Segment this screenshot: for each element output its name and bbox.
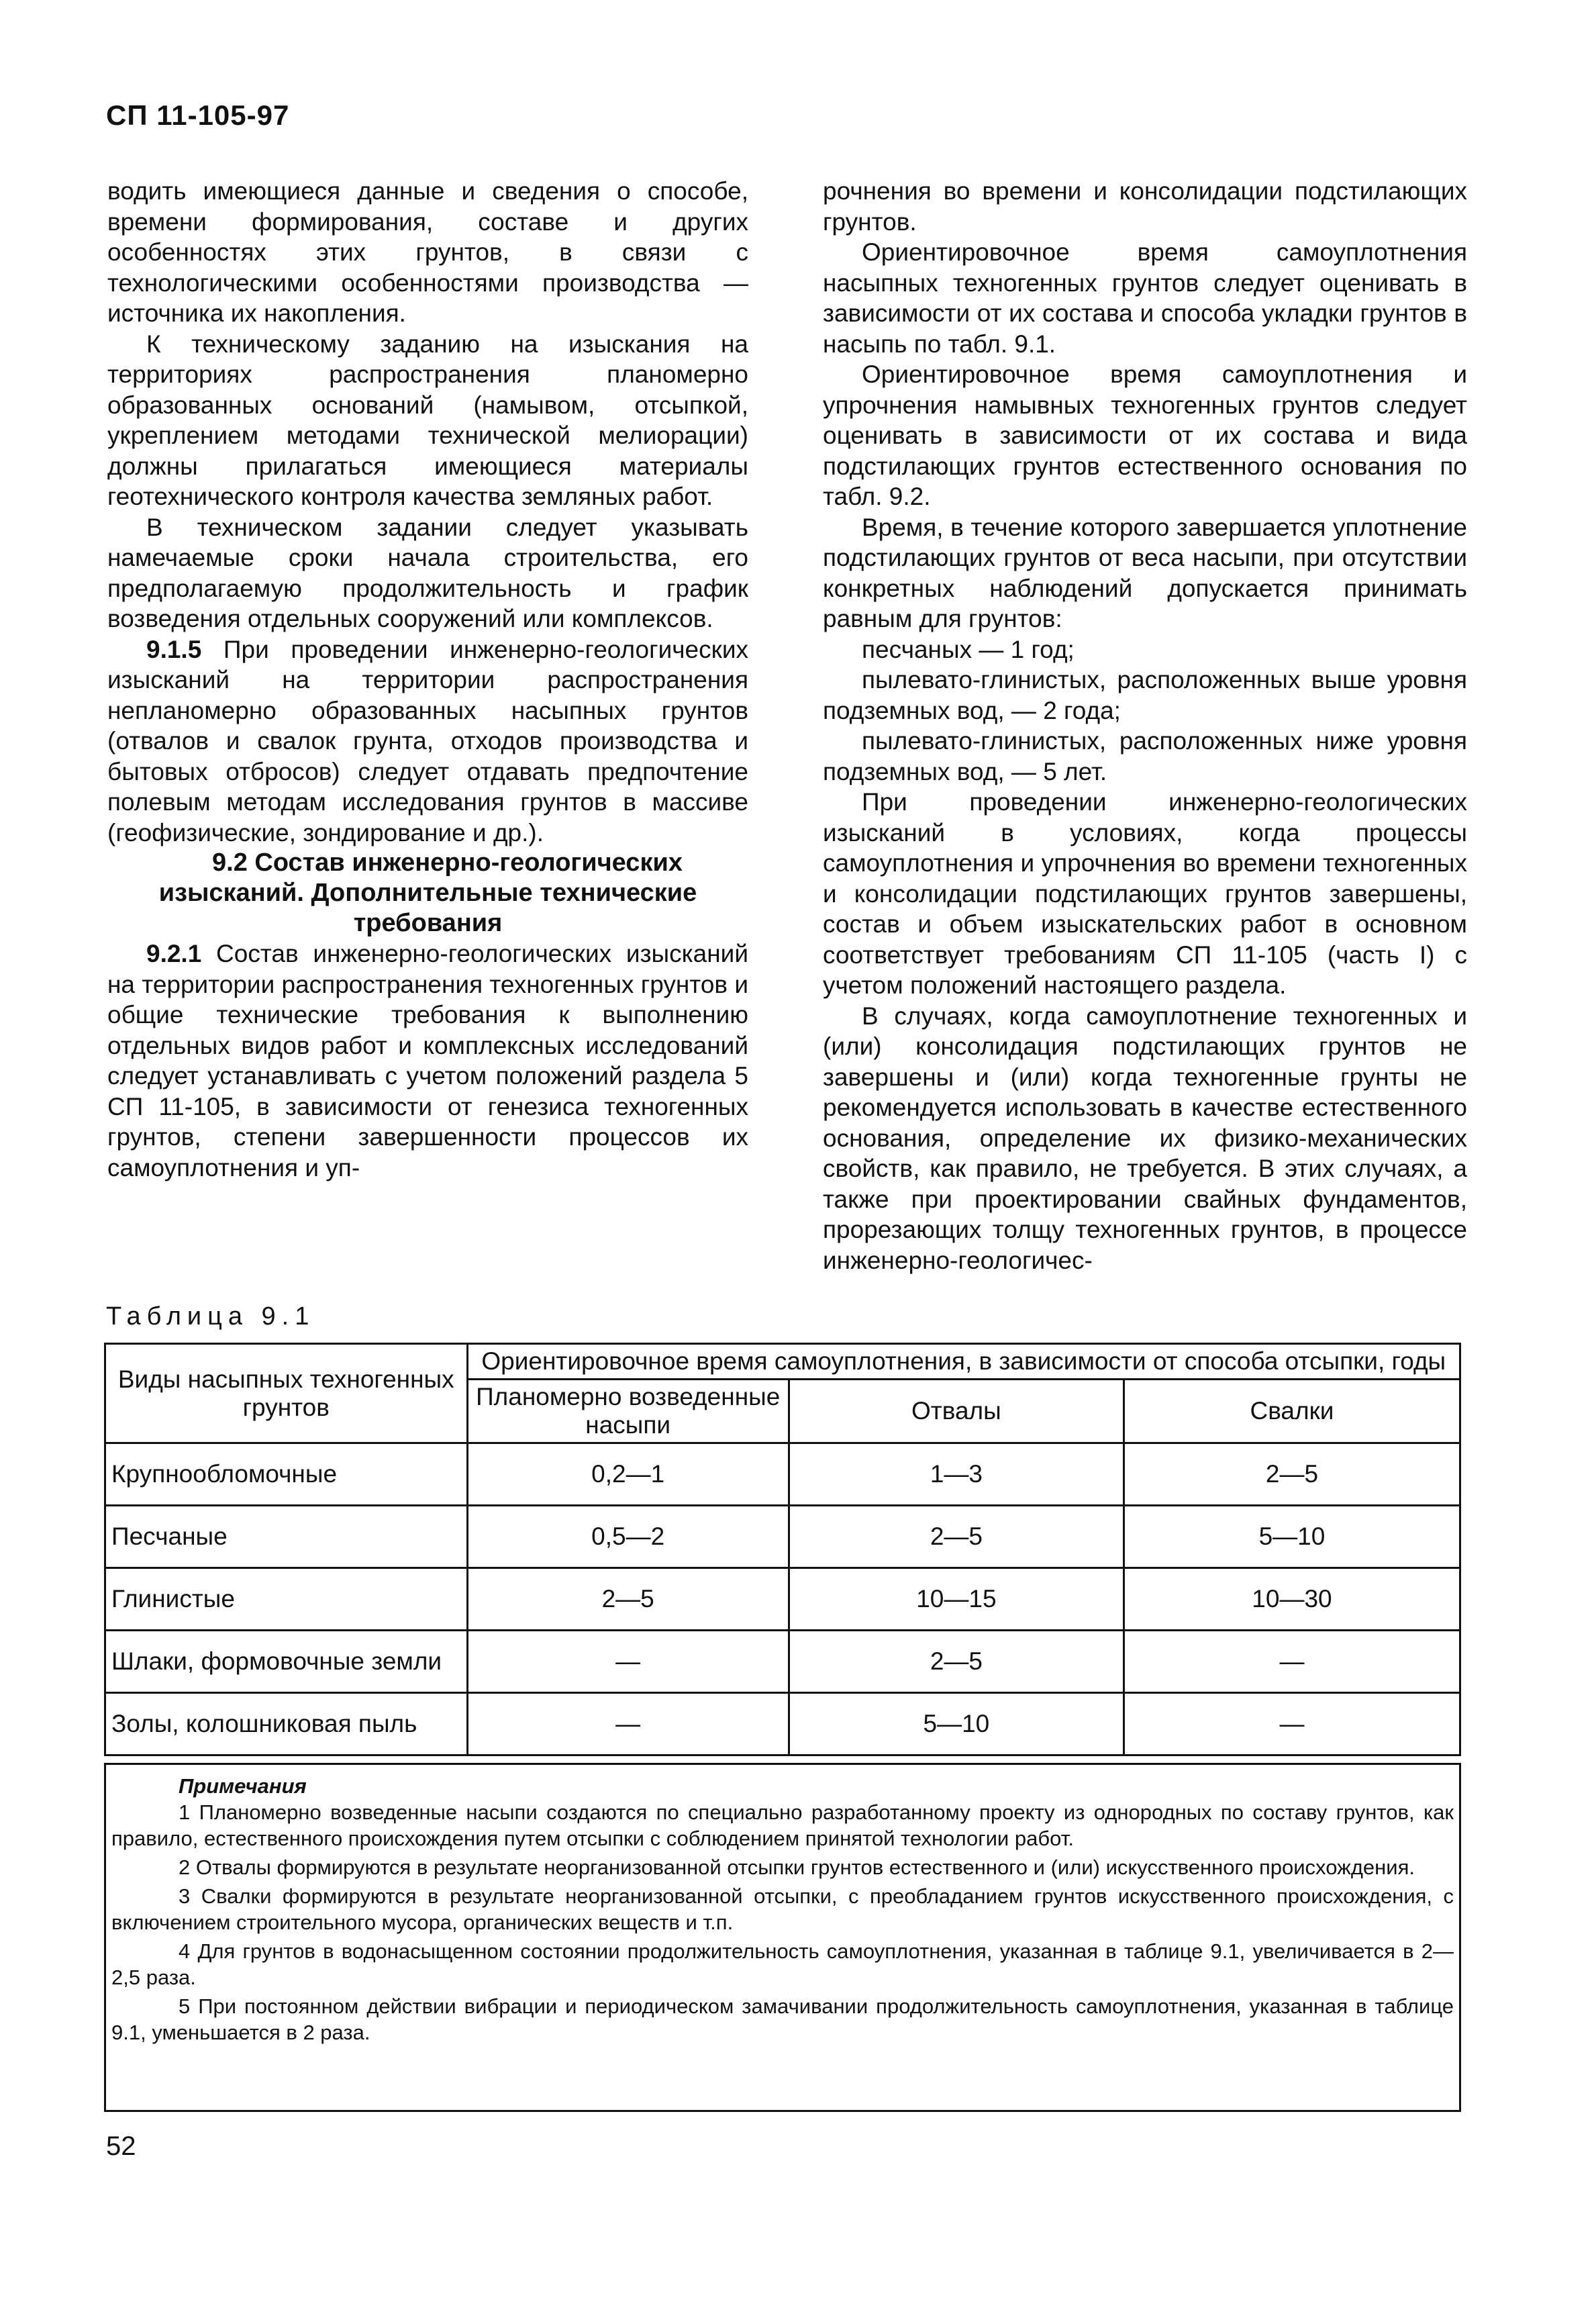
table-row [105,1693,1460,1755]
table-row [105,1568,1460,1631]
table-row [105,1631,1460,1693]
note-item: 3 Свалки формируются в результате неорганизованной отсыпки, с преобладанием грунтов искусственного происхождения, с включением строительного мусора, органических веществ и т.п. [111,1884,1454,1934]
header-soil-type: Виды насыпных техногенных грунтов [105,1344,468,1443]
paragraph: водить имеющиеся данные и сведения о способе, времени формирования, составе и других особенностях этих грунтов, в связи с технологическими особенностями производства — источника их накопления. [107,177,748,327]
landfills-value: 10—30 [1124,1568,1460,1631]
landfills-value: 2—5 [1124,1443,1460,1506]
header-landfills: Свалки [1124,1380,1460,1443]
soil-type-cell: Крупнообломочные [105,1443,468,1506]
left-column [107,176,748,1183]
dumps-value: 10—15 [789,1568,1124,1631]
table-notes [104,1763,1461,2112]
soil-type-cell: Глинистые [105,1568,468,1631]
planned-value: — [467,1693,789,1755]
note-item: 4 Для грунтов в водонасыщенном состоянии продолжительность самоуплотнения, указанная в таблице 9.1, увеличивается в 2—2,5 раза. [111,1939,1454,1989]
paragraph: Ориентировочное время самоуплотнения и упрочнения намывных техногенных грунтов следует оценивать в зависимости от их состава и вида подстилающих грунтов естественного основания по табл. 9.2. [823,360,1467,510]
clause-text: Состав инженерно-геологических изысканий на территории распространения техногенных грунтов и общие технические требования к выполнению отдельных видов работ и комплексных исследований следует устанавливать с учетом положений раздела 5 СП 11-105, в зависимости от генезиса техногенных грунтов, степени завершенности процессов их самоуплотнения и уп- [107,940,749,1182]
paragraph: При проведении инженерно-геологических изысканий в условиях, когда процессы самоуплотнения и упрочнения во времени техногенных и консолидации подстилающих грунтов завершены, состав и объем изыскательских работ в основном соответствует требованиям СП 11-105 (часть I) с учетом положений настоящего раздела. [823,788,1467,999]
clause-number: 9.2.1 [146,940,202,967]
dumps-value: 2—5 [789,1506,1124,1568]
soil-type-cell: Золы, колошниковая пыль [105,1693,468,1755]
header-planned-fills: Планомерно возведенные насыпи [467,1380,789,1443]
landfills-value: 5—10 [1124,1506,1460,1568]
planned-value: 0,5—2 [467,1506,789,1568]
paragraph: Ориентировочное время самоуплотнения насыпных техногенных грунтов следует оценивать в зависимости от их состава и способа укладки грунтов в насыпь по табл. 9.1. [823,238,1467,358]
table-row [105,1443,1460,1506]
right-column [823,176,1467,1275]
paragraph: К техническому заданию на изыскания на территориях распространения планомерно образованных оснований (намывом, отсыпкой, укреплением методами технической мелиорации) должны прилагаться имеющиеся материалы геотехнического контроля качества земляных работ. [107,330,748,510]
table-row [105,1506,1460,1568]
consolidation-table [104,1343,1461,1756]
list-item: пылевато-глинистых, расположенных ниже уровня подземных вод, — 5 лет. [823,727,1467,785]
page-number: 52 [106,2131,136,2161]
paragraph-9-1-5 [107,634,748,849]
paragraph: рочнения во времени и консолидации подстилающих грунтов. [823,177,1467,236]
soil-type-cell: Шлаки, формовочные земли [105,1631,468,1693]
landfills-value: — [1124,1631,1460,1693]
notes-title: Примечания [179,1774,307,1798]
clause-number: 9.1.5 [146,635,202,663]
clause-text: При проведении инженерно-геологических изысканий на территории распространения непланомерно образованных насыпных грунтов (отвалов и свалок грунта, отходов производства и бытовых отбросов) следует отдавать предпочтение полевым методам исследования грунтов в массиве (геофизические, зондирование и др.). [107,635,748,847]
note-item: 5 При постоянном действии вибрации и периодическом замачивании продолжительность самоуплотнения, указанная в таблице 9.1, уменьшается в 2 раза. [111,1994,1454,2044]
paragraph: Время, в течение которого завершается уплотнение подстилающих грунтов от веса насыпи, при отсутствии конкретных наблюдений допускается принимать равным для грунтов: [823,513,1467,632]
document-code: СП 11-105-97 [106,99,290,131]
list-item: пылевато-глинистых, расположенных выше уровня подземных вод, — 2 года; [823,666,1467,724]
header-dumps: Отвалы [789,1380,1124,1443]
paragraph-9-2-1 [107,938,748,1183]
note-item: 1 Планомерно возведенные насыпи создаются по специально разработанному проекту из однородных по составу грунтов, как правило, естественного происхождения путем отсыпки с соблюдением принятой технологии работ. [111,1800,1454,1850]
paragraph: В техническом задании следует указывать намечаемые сроки начала строительства, его предполагаемую продолжительность и график возведения отдельных сооружений или комплексов. [107,513,748,632]
planned-value: 0,2—1 [467,1443,789,1506]
soil-type-cell: Песчаные [105,1506,468,1568]
table-caption: Таблица 9.1 [106,1302,315,1331]
landfills-value: — [1124,1693,1460,1755]
paragraph: В случаях, когда самоуплотнение техногенных и (или) консолидация подстилающих грунтов не завершены и (или) когда техногенные грунты не рекомендуется использовать в качестве естественного основания, определение их физико-механических свойств, как правило, не требуется. В этих случаях, а также при проектировании свайных фундаментов, прорезающих толщу техногенных грунтов, в процессе инженерно-геологичес- [823,1002,1467,1274]
dumps-value: 2—5 [789,1631,1124,1693]
note-item: 2 Отвалы формируются в результате неорганизованной отсыпки грунтов естественного и (или) искусственного происхождения. [179,1856,1415,1879]
header-consolidation-time: Ориентировочное время самоуплотнения, в зависимости от способа отсыпки, годы [467,1344,1460,1380]
dumps-value: 1—3 [789,1443,1124,1506]
planned-value: — [467,1631,789,1693]
dumps-value: 5—10 [789,1693,1124,1755]
section-title: 9.2 Состав инженерно-геологических изысканий. Дополнительные технические требования [158,849,697,937]
list-item: песчаных — 1 год; [862,635,1075,663]
planned-value: 2—5 [467,1568,789,1631]
